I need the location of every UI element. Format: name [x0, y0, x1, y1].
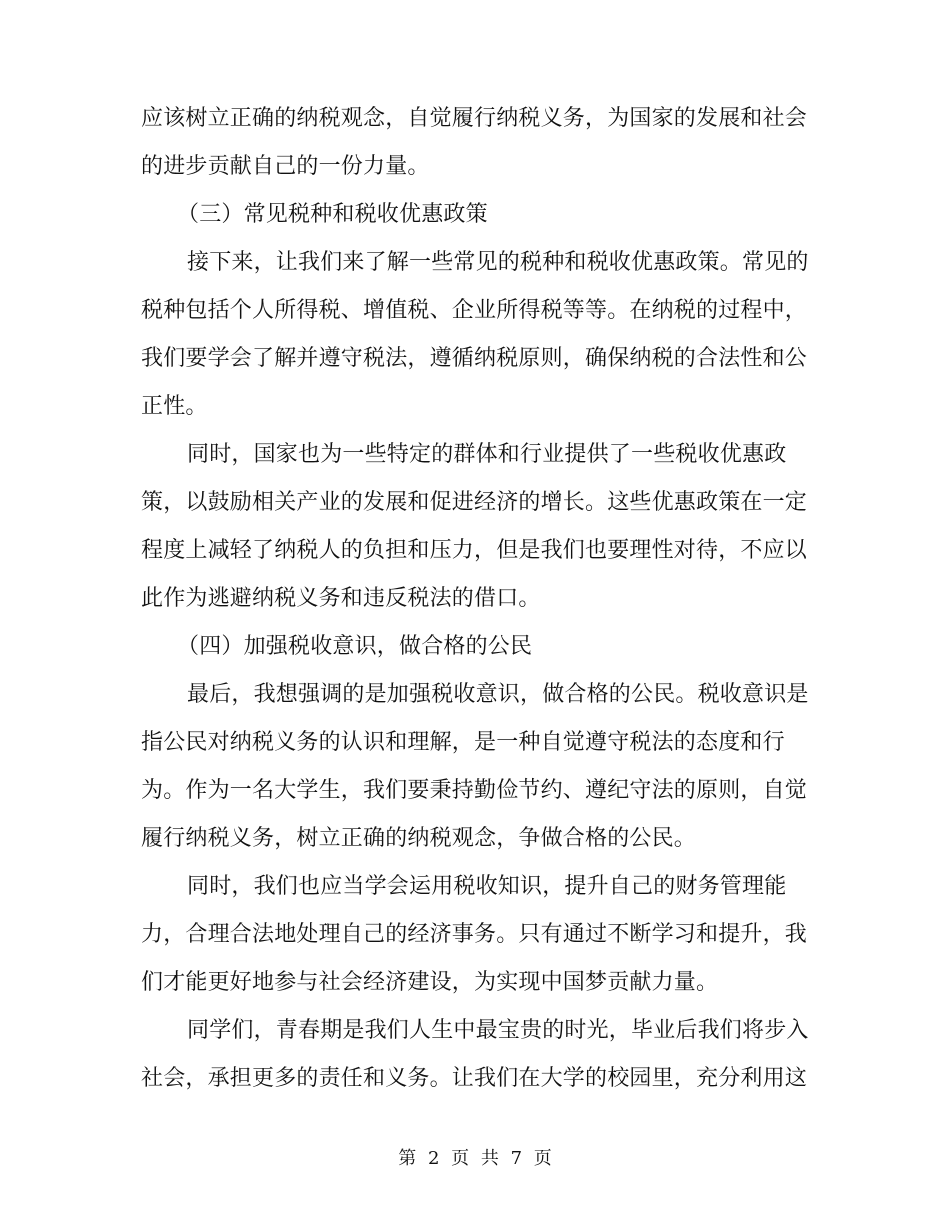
text-line: 同时，国家也为一些特定的群体和行业提供了一些税收优惠政	[187, 442, 787, 467]
text-line: 税种包括个人所得税、增值税、企业所得税等等。在纳税的过程中，	[141, 298, 808, 323]
text-line: 最后，我想强调的是加强税收意识，做合格的公民。税收意识是	[187, 682, 809, 707]
text-line: 接下来，让我们来了解一些常见的税种和税收优惠政策。常见的	[187, 250, 809, 275]
text-line: 指公民对纳税义务的认识和理解，是一种自觉遵守税法的态度和行	[141, 730, 785, 755]
text-line: 的进步贡献自己的一份力量。	[141, 154, 430, 179]
text-line: 力，合理合法地处理自己的经济事务。只有通过不断学习和提升，我	[141, 922, 808, 947]
text-line: 程度上减轻了纳税人的负担和压力，但是我们也要理性对待，不应以	[141, 538, 808, 563]
section-heading: （三）常见税种和税收优惠政策	[177, 202, 488, 227]
section-heading: （四）加强税收意识，做合格的公民	[177, 634, 533, 659]
text-line: 们才能更好地参与社会经济建设，为实现中国梦贡献力量。	[141, 970, 719, 995]
text-line: 我们要学会了解并遵守税法，遵循纳税原则，确保纳税的合法性和公	[141, 346, 808, 371]
text-line: 同学们，青春期是我们人生中最宝贵的时光，毕业后我们将步入	[187, 1018, 809, 1043]
text-line: 社会，承担更多的责任和义务。让我们在大学的校园里，充分利用这	[141, 1066, 808, 1091]
text-line: 此作为逃避纳税义务和违反税法的借口。	[141, 586, 541, 611]
text-line: 履行纳税义务，树立正确的纳税观念，争做合格的公民。	[141, 826, 697, 851]
text-line: 为。作为一名大学生，我们要秉持勤俭节约、遵纪守法的原则，自觉	[141, 778, 808, 803]
text-line: 正性。	[141, 394, 208, 419]
page-footer: 第 2 页 共 7 页	[398, 1148, 552, 1169]
text-line: 同时，我们也应当学会运用税收知识，提升自己的财务管理能	[187, 874, 787, 899]
text-line: 策，以鼓励相关产业的发展和促进经济的增长。这些优惠政策在一定	[141, 490, 808, 515]
text-line: 应该树立正确的纳税观念，自觉履行纳税义务，为国家的发展和社会	[141, 106, 808, 131]
